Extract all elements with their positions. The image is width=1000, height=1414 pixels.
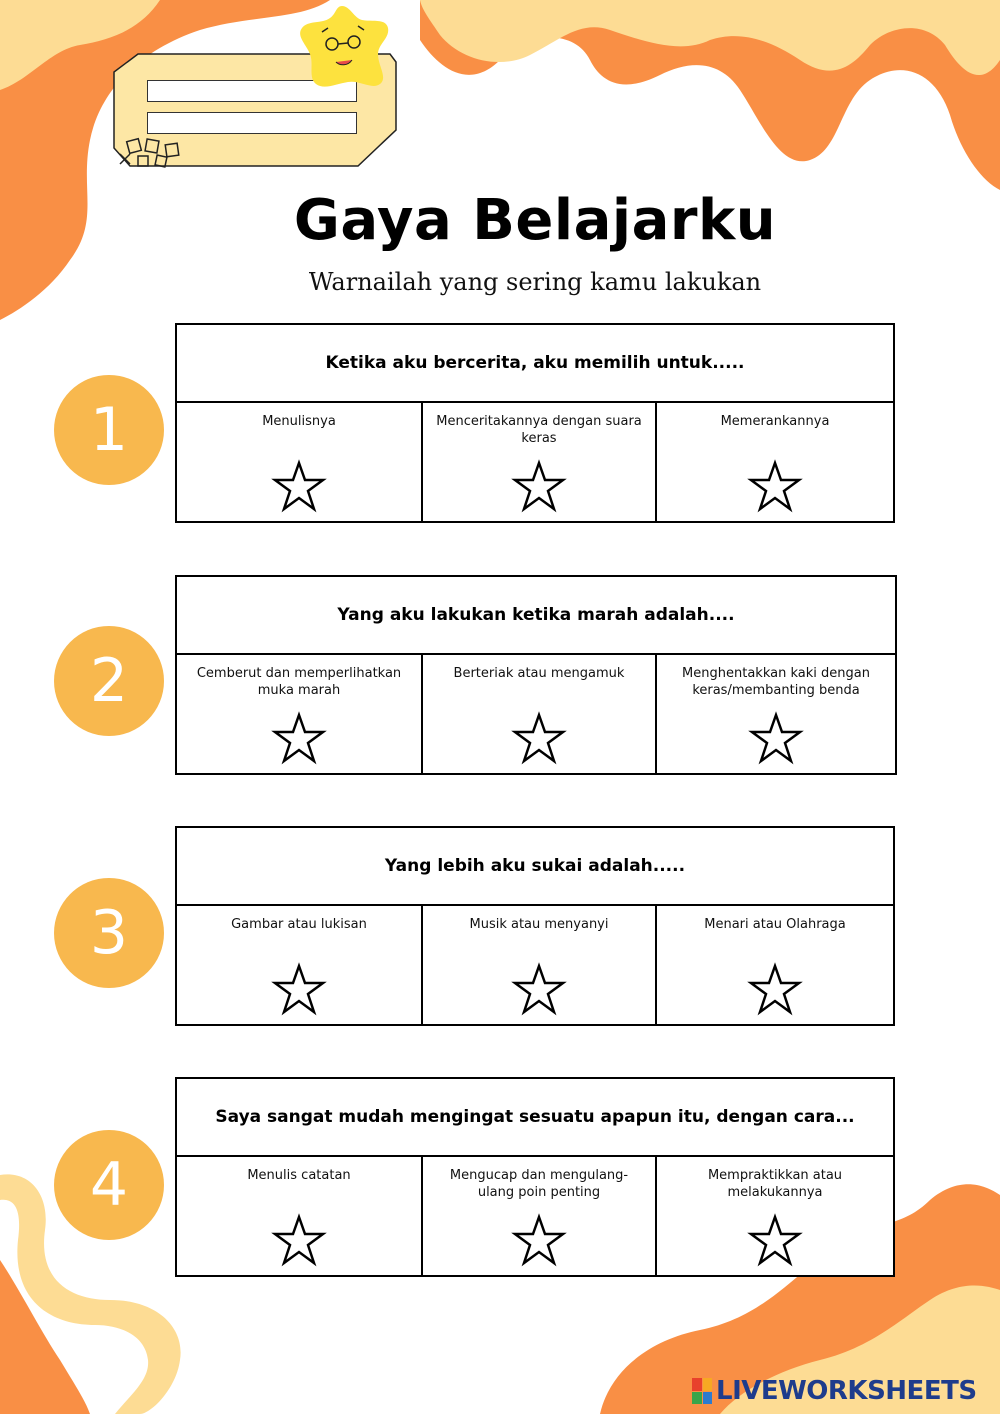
option-label: Mempraktikkan atau melakukannya: [707, 1168, 843, 1200]
star-icon[interactable]: [271, 962, 327, 1018]
question-number-4: 4: [54, 1130, 164, 1240]
brand-name: LIVEWORKSHEETS: [716, 1376, 977, 1406]
logo-mark-icon: [692, 1378, 712, 1404]
date-field[interactable]: [147, 112, 357, 134]
option-label: Memerankannya: [720, 414, 830, 429]
question-number-1: 1: [54, 375, 164, 485]
question-number-2: 2: [54, 626, 164, 736]
option-4-3: [657, 1157, 893, 1277]
option-2-3: [657, 655, 895, 775]
option-label: Gambar atau lukisan: [231, 917, 367, 932]
option-1-2: [423, 403, 657, 523]
question-prompt: Yang aku lakukan ketika marah adalah....: [177, 577, 895, 655]
option-label: Berteriak atau mengamuk: [453, 666, 625, 681]
option-2-2: [423, 655, 657, 775]
option-1-3: [657, 403, 893, 523]
option-label: Menghentakkan kaki dengan keras/membanting benda: [682, 666, 870, 698]
option-label: Cemberut dan memperlihatkan muka marah: [196, 666, 402, 698]
star-icon[interactable]: [748, 711, 804, 767]
star-icon[interactable]: [511, 1213, 567, 1269]
star-icon[interactable]: [747, 962, 803, 1018]
option-1-1: [177, 403, 423, 523]
page-subtitle: Warnailah yang sering kamu lakukan: [308, 268, 762, 296]
star-icon[interactable]: [747, 1213, 803, 1269]
page-title: Gaya Belajarku: [293, 188, 777, 253]
option-3-3: [657, 906, 893, 1026]
question-card-4: [175, 1077, 895, 1277]
option-label: Menari atau Olahraga: [704, 917, 846, 932]
question-prompt: Saya sangat mudah mengingat sesuatu apapun itu, dengan cara...: [177, 1079, 893, 1157]
star-icon[interactable]: [271, 711, 327, 767]
option-label: Menulis catatan: [247, 1168, 351, 1183]
question-prompt: Ketika aku bercerita, aku memilih untuk.....: [177, 325, 893, 403]
option-2-1: [177, 655, 423, 775]
option-label: Menceritakannya dengan suara keras: [436, 414, 642, 446]
star-icon[interactable]: [747, 459, 803, 515]
star-icon[interactable]: [511, 962, 567, 1018]
question-card-3: [175, 826, 895, 1026]
star-icon[interactable]: [511, 459, 567, 515]
option-3-1: [177, 906, 423, 1026]
option-4-2: [423, 1157, 657, 1277]
question-number-3: 3: [54, 878, 164, 988]
smiley-star-icon: [298, 4, 390, 90]
option-label: Menulisnya: [262, 414, 336, 429]
question-card-1: [175, 323, 895, 523]
star-icon[interactable]: [511, 711, 567, 767]
star-icon[interactable]: [271, 1213, 327, 1269]
option-label: Musik atau menyanyi: [469, 917, 609, 932]
question-card-2: [175, 575, 897, 775]
liveworksheets-logo[interactable]: [692, 1372, 977, 1410]
option-label: Mengucap dan mengulang-ulang poin penting: [449, 1168, 629, 1200]
star-icon[interactable]: [271, 459, 327, 515]
option-4-1: [177, 1157, 423, 1277]
question-prompt: Yang lebih aku sukai adalah.....: [177, 828, 893, 906]
option-3-2: [423, 906, 657, 1026]
